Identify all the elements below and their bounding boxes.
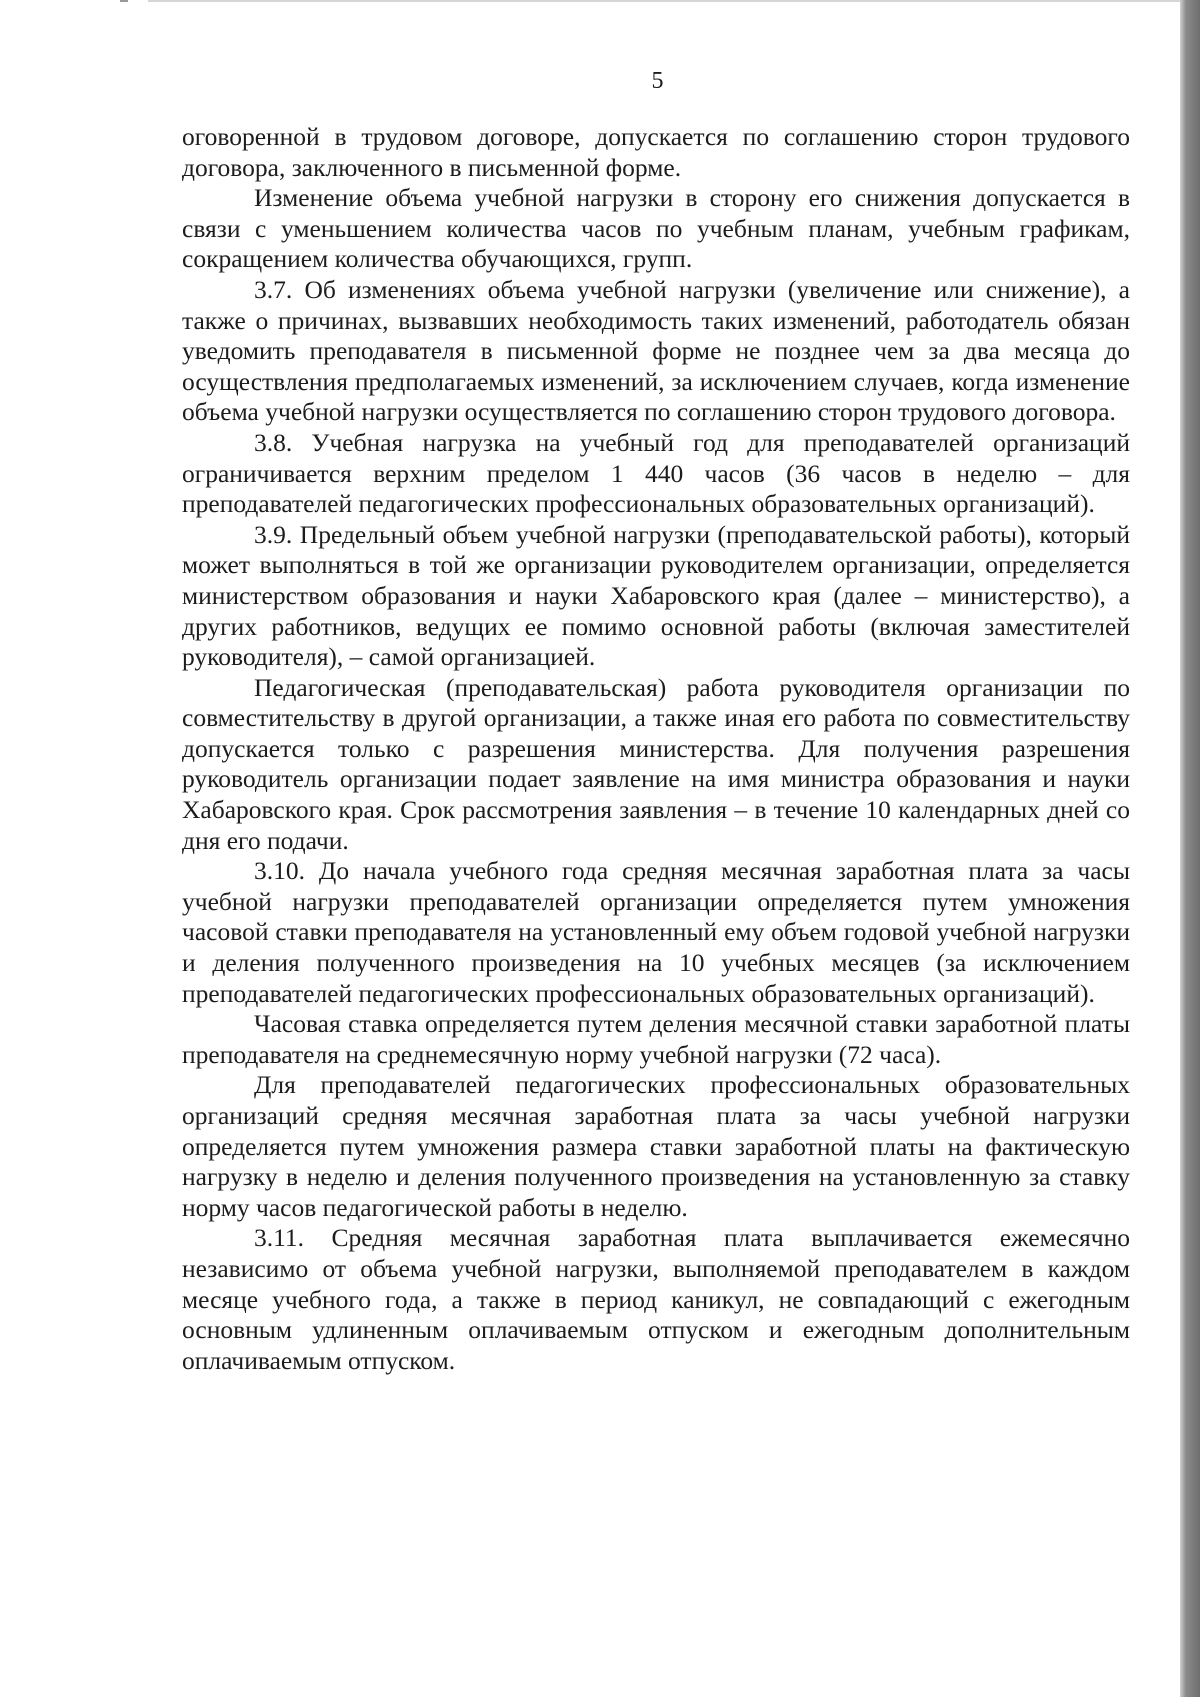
scan-top-edge [0,0,1180,3]
paragraph-hourly-rate: Часовая ставка определяется путем деления месячной ставки заработной платы преподавателя на среднемесячную норму учебной нагрузки (72 часа). [182,1009,1130,1069]
paragraph-combined-work: Педагогическая (преподавательская) работа руководителя организации по совместительству в другой организации, а также иная его работа по совместительству допускается только с разрешения министерства. Для получения разрешения руководитель организации подает заявление на имя министра образования и науки Хабаровского края. Срок рассмотрения заявления – в течение 10 календарных дней со дня его подачи. [182,672,1130,855]
paragraph-3-10: 3.10. До начала учебного года средняя месячная заработная плата за часы учебной нагрузки преподавателей организации определяется путем умножения часовой ставки преподавателя на установленный ему объем годовой учебной нагрузки и деления полученного произведения на 10 учебных месяцев (за исключением преподавателей педагогических профессиональных образовательных организаций). [182,856,1130,1008]
paragraph-pedagogical-orgs: Для преподавателей педагогических профессиональных образовательных организаций средняя месячная заработная плата за часы учебной нагрузки определяется путем умножения размера ставки заработной платы на фактическую нагрузку в неделю и деления полученного произведения на установленную за ставку норму часов педагогической работы в неделю. [182,1070,1130,1222]
paragraph-load-reduction: Изменение объема учебной нагрузки в сторону его снижения допускается в связи с уменьшением количества часов по учебным планам, учебным графикам, сокращением количества обучающихся, групп. [182,183,1130,274]
paragraph-3-7: 3.7. Об изменениях объема учебной нагрузки (увеличение или снижение), а также о причинах, вызвавших необходимость таких изменений, работодатель обязан уведомить преподавателя в письменной форме не позднее чем за два месяца до осуществления предполагаемых изменений, за исключением случаев, когда изменение объема учебной нагрузки осуществляется по соглашению сторон трудового договора. [182,274,1130,427]
scan-right-edge-shadow [1180,0,1200,1697]
paragraph-continuation: оговоренной в трудовом договоре, допускается по соглашению сторон трудового договора, заключенного в письменной форме. [182,122,1130,182]
paragraph-3-11: 3.11. Средняя месячная заработная плата выплачивается ежемесячно независимо от объема учебной нагрузки, выполняемой преподавателем в каждом месяце учебного года, а также в период каникул, не совпадающий с ежегодным основным удлиненным оплачиваемым отпуском и ежегодным дополнительным оплачиваемым отпуском. [182,1223,1130,1375]
document-body [182,122,1130,1376]
paragraph-3-8: 3.8. Учебная нагрузка на учебный год для преподавателей организаций ограничивается верхним пределом 1 440 часов (36 часов в неделю – для преподавателей педагогических профессиональных образовательных организаций). [182,427,1130,519]
page-number: 5 [651,68,664,94]
paragraph-3-9: 3.9. Предельный объем учебной нагрузки (преподавательской работы), который может выполняться в той же организации руководителем организации, определяется министерством образования и науки Хабаровского края (далее – министерство), а других работников, ведущих ее помимо основной работы (включая заместителей руководителя), – самой организацией. [182,519,1130,672]
